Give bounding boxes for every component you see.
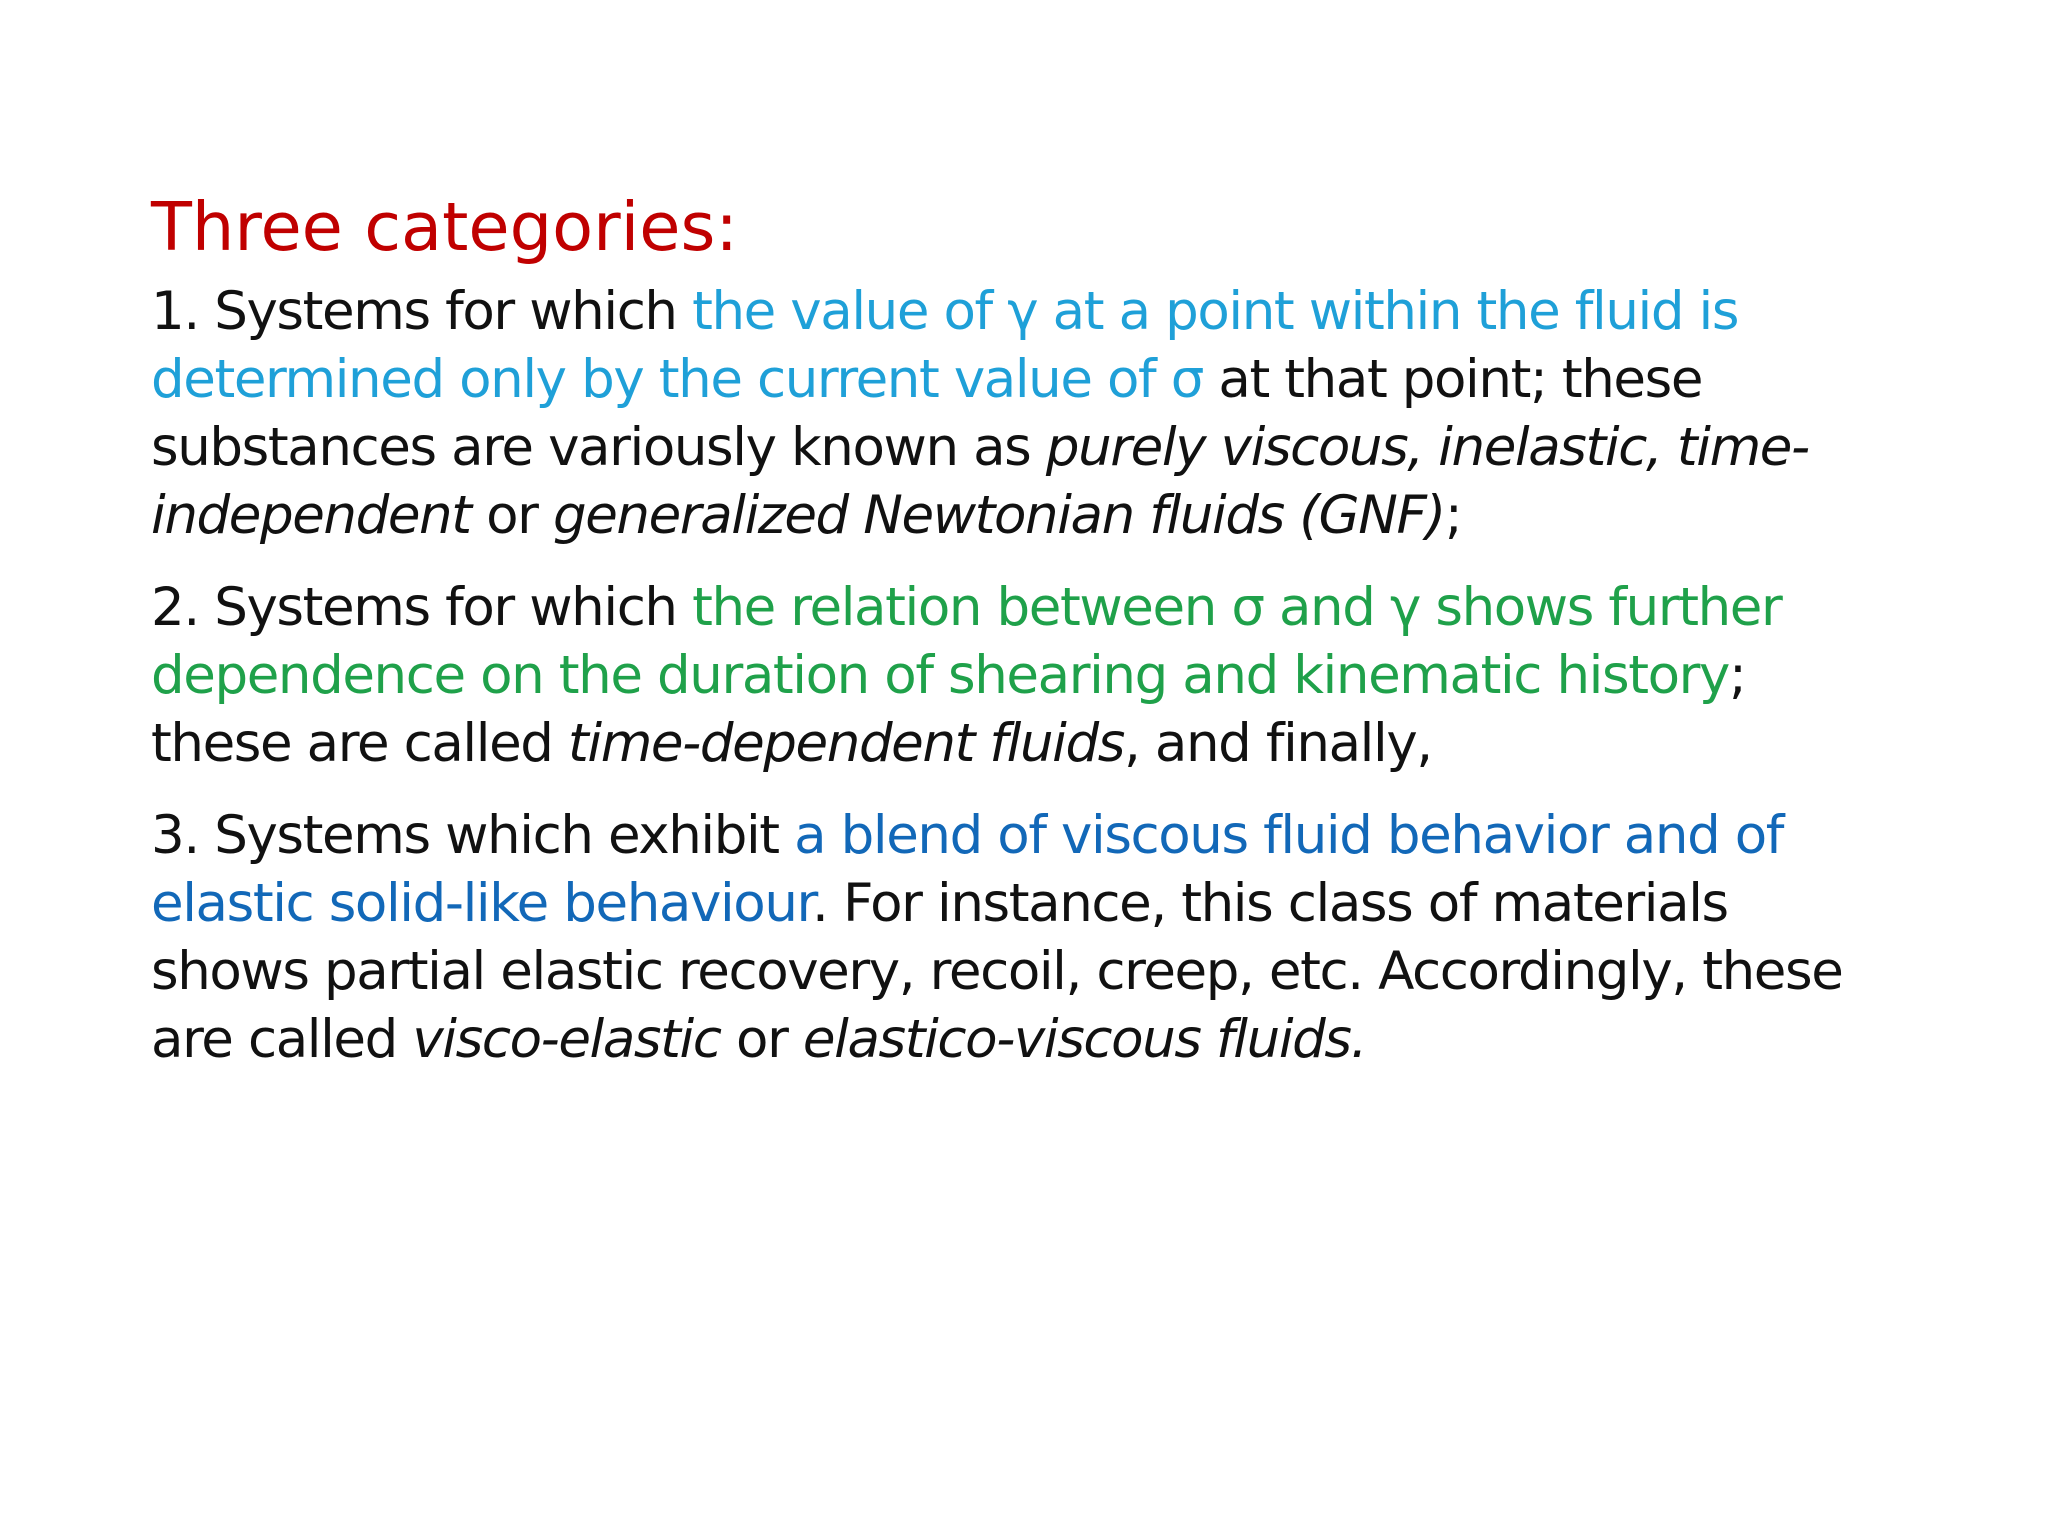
category-2-text-a: ; — [1728, 645, 1746, 706]
category-1-lead: 1. Systems for which — [151, 281, 693, 342]
category-3-line-1 — [151, 802, 1891, 870]
category-1-line-2 — [151, 346, 1891, 414]
category-2-line-2 — [151, 642, 1891, 710]
category-3-text-d: or — [720, 1009, 803, 1070]
category-2-line-3 — [151, 710, 1891, 778]
category-3-highlight-b: elastic solid-like behaviour — [151, 873, 813, 934]
category-1-term-a: purely viscous, inelastic, time- — [1045, 417, 1809, 478]
category-3-lead: 3. Systems which exhibit — [151, 805, 795, 866]
category-3-term-b: elastico-viscous fluids. — [802, 1009, 1367, 1070]
category-3-text-c: are called — [151, 1009, 413, 1070]
category-1-line-3 — [151, 414, 1891, 482]
category-2 — [151, 574, 1891, 778]
category-1-line-1 — [151, 278, 1891, 346]
category-2-term-a: time-dependent fluids — [567, 713, 1124, 774]
category-2-highlight-b: dependence on the duration of shearing and kinematic history — [151, 645, 1729, 706]
category-1-text-a: at that point; these — [1202, 349, 1703, 410]
category-2-lead: 2. Systems for which — [151, 577, 693, 638]
category-1-text-d: ; — [1444, 485, 1462, 546]
category-2-text-c: , and finally, — [1123, 713, 1432, 774]
category-1-term-c: generalized Newtonian fluids (GNF) — [552, 485, 1445, 546]
category-1 — [151, 278, 1891, 550]
category-2-text-b: these are called — [151, 713, 568, 774]
category-1-text-b: substances are variously known as — [151, 417, 1046, 478]
slide-title: Three categories: — [151, 188, 738, 266]
category-3-text-a: . For instance, this class of materials — [812, 873, 1728, 934]
category-1-highlight-b: determined only by the current value of σ — [151, 349, 1203, 410]
category-1-line-4 — [151, 482, 1891, 550]
category-1-text-c: or — [470, 485, 553, 546]
category-1-term-b: independent — [151, 485, 471, 546]
slide-content — [151, 183, 1891, 1098]
category-3-line-4 — [151, 1006, 1891, 1074]
category-1-highlight-a: the value of γ at a point within the fluid is — [692, 281, 1739, 342]
category-3-line-2 — [151, 870, 1891, 938]
category-3 — [151, 802, 1891, 1074]
category-3-line-3 — [151, 938, 1891, 1006]
category-3-text-b: shows partial elastic recovery, recoil, creep, etc. Accordingly, these — [151, 941, 1843, 1002]
category-2-highlight-a: the relation between σ and γ shows further — [692, 577, 1782, 638]
category-2-line-1 — [151, 574, 1891, 642]
category-3-highlight-a: a blend of viscous fluid behavior and of — [794, 805, 1784, 866]
category-3-term-a: visco-elastic — [412, 1009, 721, 1070]
